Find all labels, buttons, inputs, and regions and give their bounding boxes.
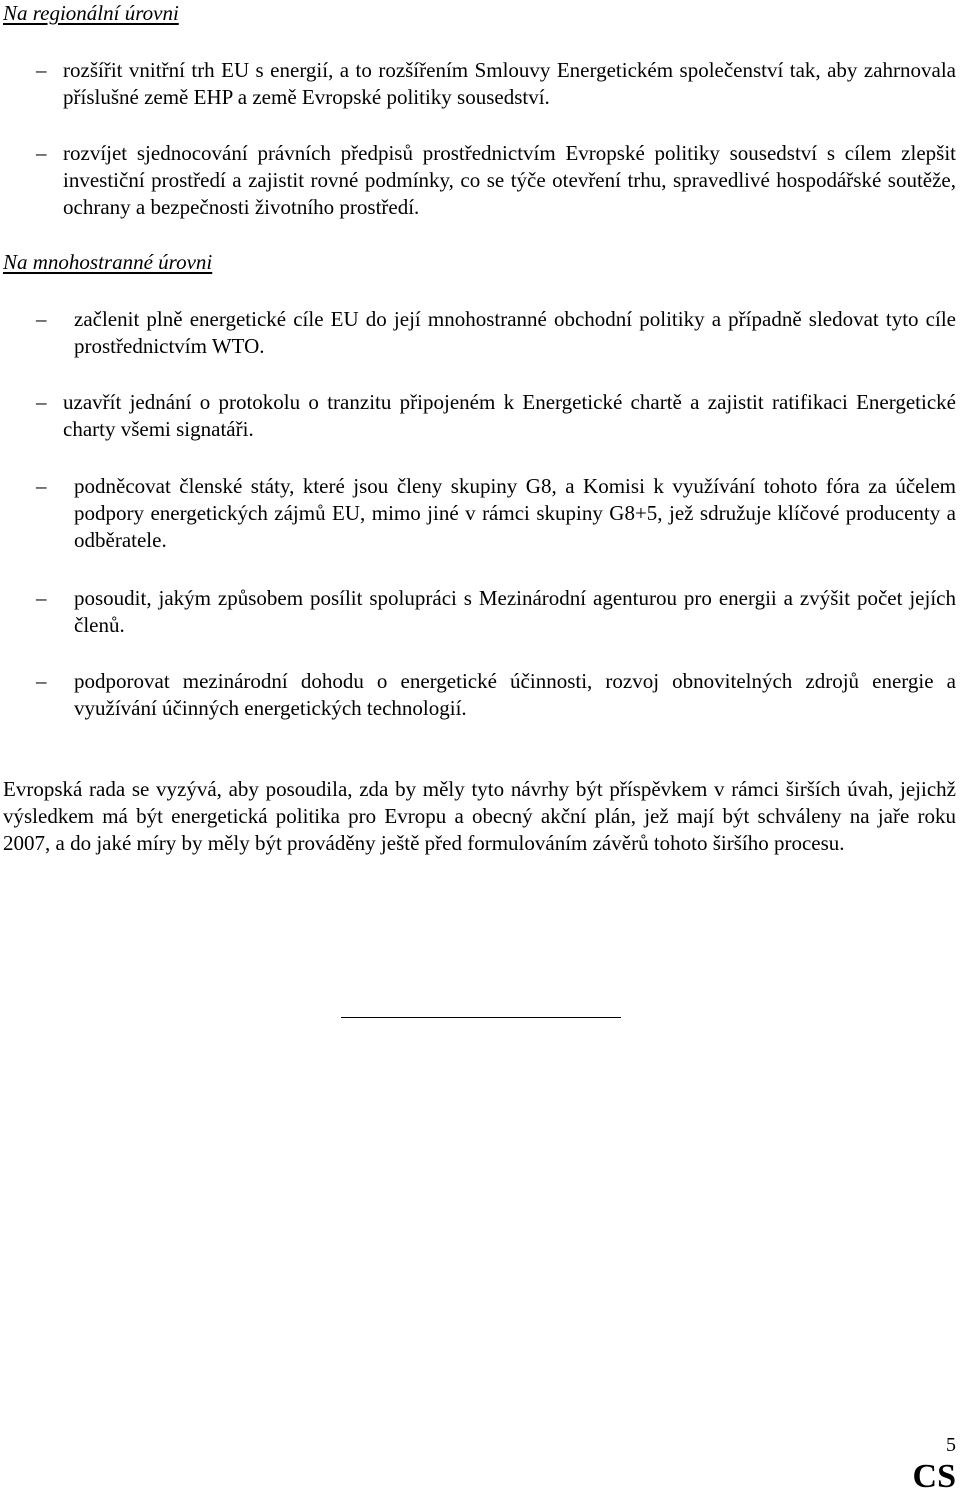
dash-bullet: –	[36, 390, 47, 414]
list-item	[36, 306, 956, 360]
list-item	[36, 140, 956, 221]
list-item	[36, 668, 956, 722]
page-number: 5	[946, 1434, 956, 1456]
dash-bullet: –	[36, 474, 47, 498]
list-item-text: posoudit, jakým způsobem posílit spolupráci s Mezinárodní agenturou pro energii a zvýšit počet jejích členů.	[74, 586, 956, 637]
dash-bullet: –	[36, 58, 47, 82]
section-heading-regional: Na regionální úrovni	[3, 1, 179, 25]
list-item	[36, 585, 956, 639]
list-item-text: uzavřít jednání o protokolu o tranzitu připojeném k Energetické chartě a zajistit ratifikaci Energetické charty všemi signatáři.	[63, 390, 956, 441]
list-item-text: rozvíjet sjednocování právních předpisů prostřednictvím Evropské politiky sousedství s cílem zlepšit investiční prostředí a zajistit rovné podmínky, co se týče otevření trhu, spravedlivé hospodářské soutěže, ochrany a bezpečnosti životního prostředí.	[63, 141, 956, 219]
list-item-text: podporovat mezinárodní dohodu o energetické účinnosti, rozvoj obnovitelných zdrojů energie a využívání účinných energetických technologií.	[74, 669, 956, 720]
footnote-separator	[341, 1017, 621, 1018]
dash-bullet: –	[36, 141, 47, 165]
list-item	[36, 57, 956, 111]
list-item-text: rozšířit vnitřní trh EU s energií, a to rozšířením Smlouvy Energetickém společenství tak, aby zahrnovala příslušné země EHP a země Evropské politiky sousedství.	[63, 58, 956, 109]
list-item-text: začlenit plně energetické cíle EU do její mnohostranné obchodní politiky a případně sledovat tyto cíle prostřednictvím WTO.	[74, 307, 956, 358]
list-item	[36, 389, 956, 443]
language-code: CS	[912, 1458, 956, 1495]
dash-bullet: –	[36, 669, 47, 693]
list-item	[36, 473, 956, 554]
section-heading-multilateral: Na mnohostranné úrovni	[3, 250, 213, 274]
closing-paragraph: Evropská rada se vyzývá, aby posoudila, zda by měly tyto návrhy být příspěvkem v rámci širších úvah, jejichž výsledkem má být energetická politika pro Evropu a obecný akční plán, jež mají být schváleny na jaře roku 2007, a do jaké míry by měly být prováděny ještě před formulováním závěrů tohoto širšího procesu.	[3, 777, 956, 855]
dash-bullet: –	[36, 586, 47, 610]
dash-bullet: –	[36, 307, 47, 331]
list-item-text: podněcovat členské státy, které jsou členy skupiny G8, a Komisi k využívání tohoto fóra za účelem podpory energetických zájmů EU, mimo jiné v rámci skupiny G8+5, jež sdružuje klíčové producenty a odběratele.	[74, 474, 956, 552]
